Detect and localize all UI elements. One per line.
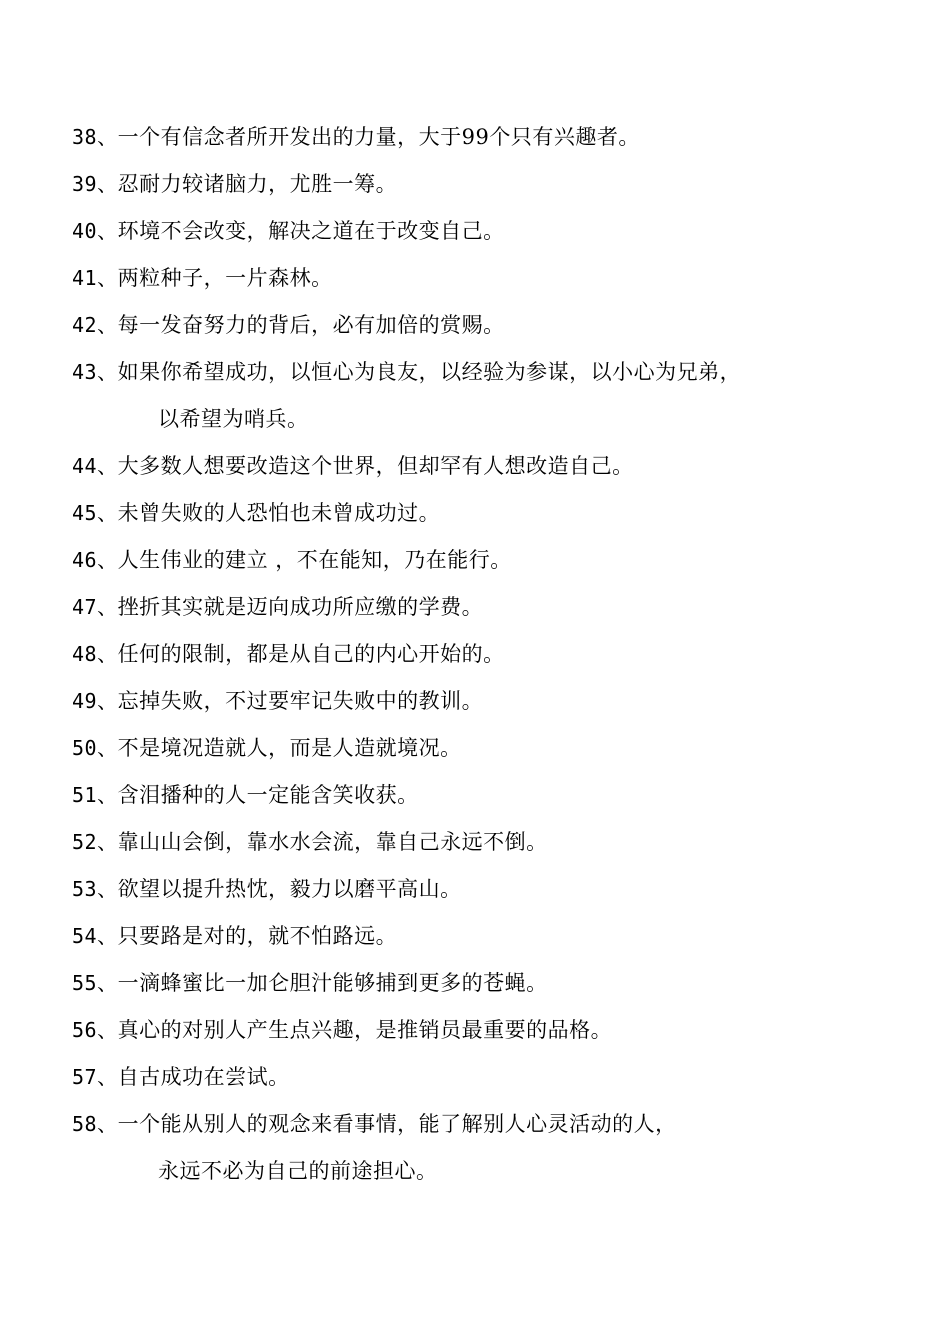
list-item xyxy=(72,772,892,819)
item-text: 大多数人想要改造这个世界，但却罕有人想改造自己。 xyxy=(117,454,634,478)
list-item xyxy=(72,866,892,913)
item-text: 不是境况造就人，而是人造就境况。 xyxy=(117,736,462,760)
item-text: 一个能从别人的观念来看事情，能了解别人心灵活动的人， xyxy=(117,1112,677,1136)
item-number: 44、 xyxy=(72,454,118,478)
item-number: 51、 xyxy=(72,783,118,807)
item-text: 每一发奋努力的背后，必有加倍的赏赐。 xyxy=(117,313,505,337)
item-text: 忍耐力较诸脑力，尤胜一筹。 xyxy=(117,172,398,196)
list-item xyxy=(72,161,892,208)
list-item xyxy=(72,1007,892,1054)
item-number: 48、 xyxy=(72,642,118,666)
item-number: 53、 xyxy=(72,877,118,901)
item-number: 38、 xyxy=(72,125,118,149)
list-item xyxy=(72,490,892,537)
list-item xyxy=(72,114,892,161)
list-item xyxy=(72,584,892,631)
item-number: 43、 xyxy=(72,360,118,384)
item-number: 47、 xyxy=(72,595,118,619)
item-text: 靠山山会倒，靠水水会流，靠自己永远不倒。 xyxy=(117,830,548,854)
item-text: 一个有信念者所开发出的力量，大于99个只有兴趣者。 xyxy=(117,125,640,149)
item-number: 41、 xyxy=(72,266,118,290)
item-number: 49、 xyxy=(72,689,118,713)
list-item xyxy=(72,631,892,678)
item-number: 58、 xyxy=(72,1112,118,1136)
item-text: 两粒种子，一片森林。 xyxy=(117,266,333,290)
item-text: 任何的限制，都是从自己的内心开始的。 xyxy=(117,642,505,666)
list-item xyxy=(72,1054,892,1101)
item-text: 环境不会改变，解决之道在于改变自己。 xyxy=(117,219,505,243)
list-item xyxy=(72,349,892,443)
list-item xyxy=(72,537,892,584)
item-text: 挫折其实就是迈向成功所应缴的学费。 xyxy=(117,595,484,619)
item-text: 欲望以提升热忱，毅力以磨平高山。 xyxy=(117,877,462,901)
item-text: 如果你希望成功，以恒心为良友，以经验为参谋，以小心为兄弟， xyxy=(117,360,742,384)
item-text: 未曾失败的人恐怕也未曾成功过。 xyxy=(117,501,441,525)
item-text: 真心的对别人产生点兴趣，是推销员最重要的品格。 xyxy=(117,1018,613,1042)
list-item xyxy=(72,960,892,1007)
item-number: 52、 xyxy=(72,830,118,854)
list-item xyxy=(72,725,892,772)
item-number: 46、 xyxy=(72,548,118,572)
item-number: 56、 xyxy=(72,1018,118,1042)
list-item xyxy=(72,678,892,725)
list-item xyxy=(72,255,892,302)
item-text: 只要路是对的，就不怕路远。 xyxy=(117,924,398,948)
item-text-continuation: 永远不必为自己的前途担心。 xyxy=(158,1159,438,1183)
item-number: 45、 xyxy=(72,501,118,525)
list-item xyxy=(72,913,892,960)
item-number: 50、 xyxy=(72,736,118,760)
item-number: 42、 xyxy=(72,313,118,337)
item-text: 人生伟业的建立 ，不在能知，乃在能行。 xyxy=(117,548,512,572)
item-number: 54、 xyxy=(72,924,118,948)
item-text-continuation: 以希望为哨兵。 xyxy=(158,407,309,431)
quote-list xyxy=(72,114,892,1195)
list-item xyxy=(72,1101,892,1195)
item-text: 自古成功在尝试。 xyxy=(117,1065,290,1089)
list-item xyxy=(72,819,892,866)
item-text: 忘掉失败，不过要牢记失败中的教训。 xyxy=(117,689,484,713)
item-number: 40、 xyxy=(72,219,118,243)
item-text: 含泪播种的人一定能含笑收获。 xyxy=(117,783,419,807)
list-item xyxy=(72,302,892,349)
list-item xyxy=(72,443,892,490)
item-text: 一滴蜂蜜比一加仑胆汁能够捕到更多的苍蝇。 xyxy=(117,971,548,995)
item-number: 57、 xyxy=(72,1065,118,1089)
item-number: 39、 xyxy=(72,172,118,196)
list-item xyxy=(72,208,892,255)
item-number: 55、 xyxy=(72,971,118,995)
